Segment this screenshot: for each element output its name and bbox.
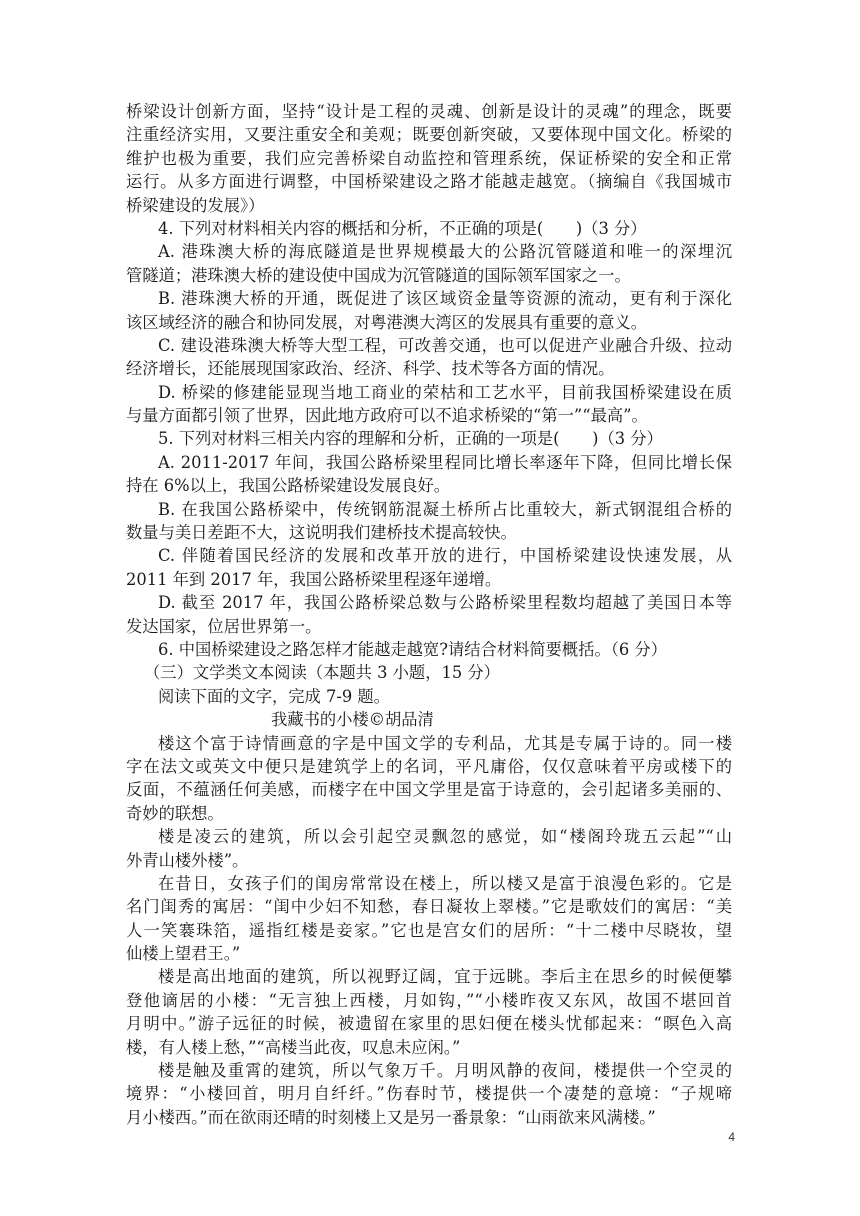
text-line: 境界：“小楼回首，明月自纤纤。”伤春时节，楼提供一个凄楚的意境：“子规啼: [126, 1084, 732, 1104]
text-line: 楼是高出地面的建筑，所以视野辽阔，宜于远眺。李后主在思乡的时候便攀: [158, 967, 732, 987]
text-line: 名门闺秀的寓居：“闺中少妇不知愁，春日凝妆上翠楼。”它是歌妓们的寓居：“美: [126, 897, 732, 917]
text-line: 楼，有人楼上愁，”“高楼当此夜，叹息未应闲。”: [126, 1037, 461, 1057]
text-line: A. 2011-2017 年间，我国公路桥梁里程同比增长率逐年下降，但同比增长保: [158, 452, 732, 472]
page-number: 4: [728, 1130, 735, 1144]
text-line: 数量与美日差距不大，这说明我们建桥技术提高较快。: [126, 523, 517, 543]
text-line: 该区域经济的融合和协同发展，对粤港澳大湾区的发展具有重要的意义。: [126, 312, 648, 332]
text-line: 与量方面都引领了世界，因此地方政府可以不追求桥梁的“第一”“最高”。: [126, 406, 648, 426]
text-line: 人一笑褰珠箔，遥指红楼是妾家。”它也是宫女们的居所：“十二楼中尽晓妆，望: [126, 920, 732, 940]
text-line: 楼是触及重霄的建筑，所以气象万千。月明风静的夜间，楼提供一个空灵的: [158, 1061, 732, 1081]
text-line: A. 港珠澳大桥的海底隧道是世界规模最大的公路沉管隧道和唯一的深埋沉: [158, 242, 732, 262]
text-line: 桥梁建设的发展》）: [126, 195, 265, 215]
text-line: 仙楼上望君王。”: [126, 944, 241, 964]
text-line: 楼这个富于诗情画意的字是中国文学的专利品，尤其是专属于诗的。同一楼: [158, 733, 732, 753]
text-line: 注重经济实用，又要注重安全和美观；既要创新突破，又要体现中国文化。桥梁的: [126, 125, 732, 145]
text-line: C. 伴随着国民经济的发展和改革开放的进行，中国桥梁建设快速发展，从: [158, 546, 732, 566]
text-line: 登他谪居的小楼：“无言独上西楼，月如钩，”“小楼昨夜又东风，故国不堪回首: [126, 990, 732, 1010]
text-line: 反面，不蕴涵任何美感，而楼字在中国文学里是富于诗意的，会引起诸多美丽的、: [126, 780, 732, 800]
text-line: 月小楼西。”而在欲雨还晴的时刻楼上又是另一番景象：“山雨欲来风满楼。”: [126, 1107, 656, 1127]
text-line: 奇妙的联想。: [126, 803, 224, 823]
text-line: （三）文学类文本阅读（本题共 3 小题，15 分）: [144, 663, 500, 683]
text-line: 运行。从多方面进行调整，中国桥梁建设之路才能越走越宽。（摘编自《我国城市: [126, 172, 732, 192]
text-line: 5. 下列对材料三相关内容的理解和分析，正确的一项是( )（3 分）: [158, 429, 663, 449]
text-line: D. 桥梁的修建能显现当地工商业的荣枯和工艺水平，目前我国桥梁建设在质: [158, 382, 732, 402]
text-line: 楼是凌云的建筑，所以会引起空灵飘忽的感觉，如“楼阁玲珑五云起”“山: [158, 827, 732, 847]
text-line: B. 在我国公路桥梁中，传统钢筋混凝土桥所占比重较大，新式钢混组合桥的: [158, 499, 732, 519]
text-line: 4. 下列对材料相关内容的概括和分析，不正确的项是( )（3 分）: [158, 218, 647, 238]
text-line: 字在法文或英文中便只是建筑学上的名词，平凡庸俗，仅仅意味着平房或楼下的: [126, 756, 732, 776]
text-line: 经济增长，还能展现国家政治、经济、科学、技术等各方面的情况。: [126, 359, 615, 379]
text-line: 外青山楼外楼”。: [126, 850, 249, 870]
document-body: [126, 100, 732, 1129]
text-line: C. 建设港珠澳大桥等大型工程，可改善交通，也可以促进产业融合升级、拉动: [158, 335, 732, 355]
text-line: 6. 中国桥梁建设之路怎样才能越走越宽?请结合材料简要概括。（6 分）: [158, 639, 667, 659]
text-line: 管隧道；港珠澳大桥的建设使中国成为沉管隧道的国际领军国家之一。: [126, 265, 631, 285]
text-line: D. 截至 2017 年，我国公路桥梁总数与公路桥梁里程数均超越了美国日本等: [158, 593, 732, 613]
text-line: 2011 年到 2017 年，我国公路桥梁里程逐年递增。: [126, 569, 502, 589]
text-line: B. 港珠澳大桥的开通，既促进了该区域资金量等资源的流动，更有利于深化: [158, 289, 732, 309]
text-line: 持在 6%以上，我国公路桥梁建设发展良好。: [126, 476, 451, 496]
text-line: 月明中。”游子远征的时候，被遗留在家里的思妇便在楼头忧郁起来：“暝色入高: [126, 1014, 732, 1034]
text-line: 发达国家，位居世界第一。: [126, 616, 322, 636]
text-line: 在昔日，女孩子们的闺房常常设在楼上，所以楼又是富于浪漫色彩的。它是: [158, 873, 732, 893]
text-line: 桥梁设计创新方面，坚持“设计是工程的灵魂、创新是设计的灵魂”的理念，既要: [126, 102, 732, 121]
text-line: 阅读下面的文字，完成 7-9 题。: [158, 686, 390, 706]
text-line: 维护也极为重要，我们应完善桥梁自动监控和管理系统，保证桥梁的安全和正常: [126, 148, 732, 168]
article-title: 我藏书的小楼©胡品清: [271, 710, 434, 730]
